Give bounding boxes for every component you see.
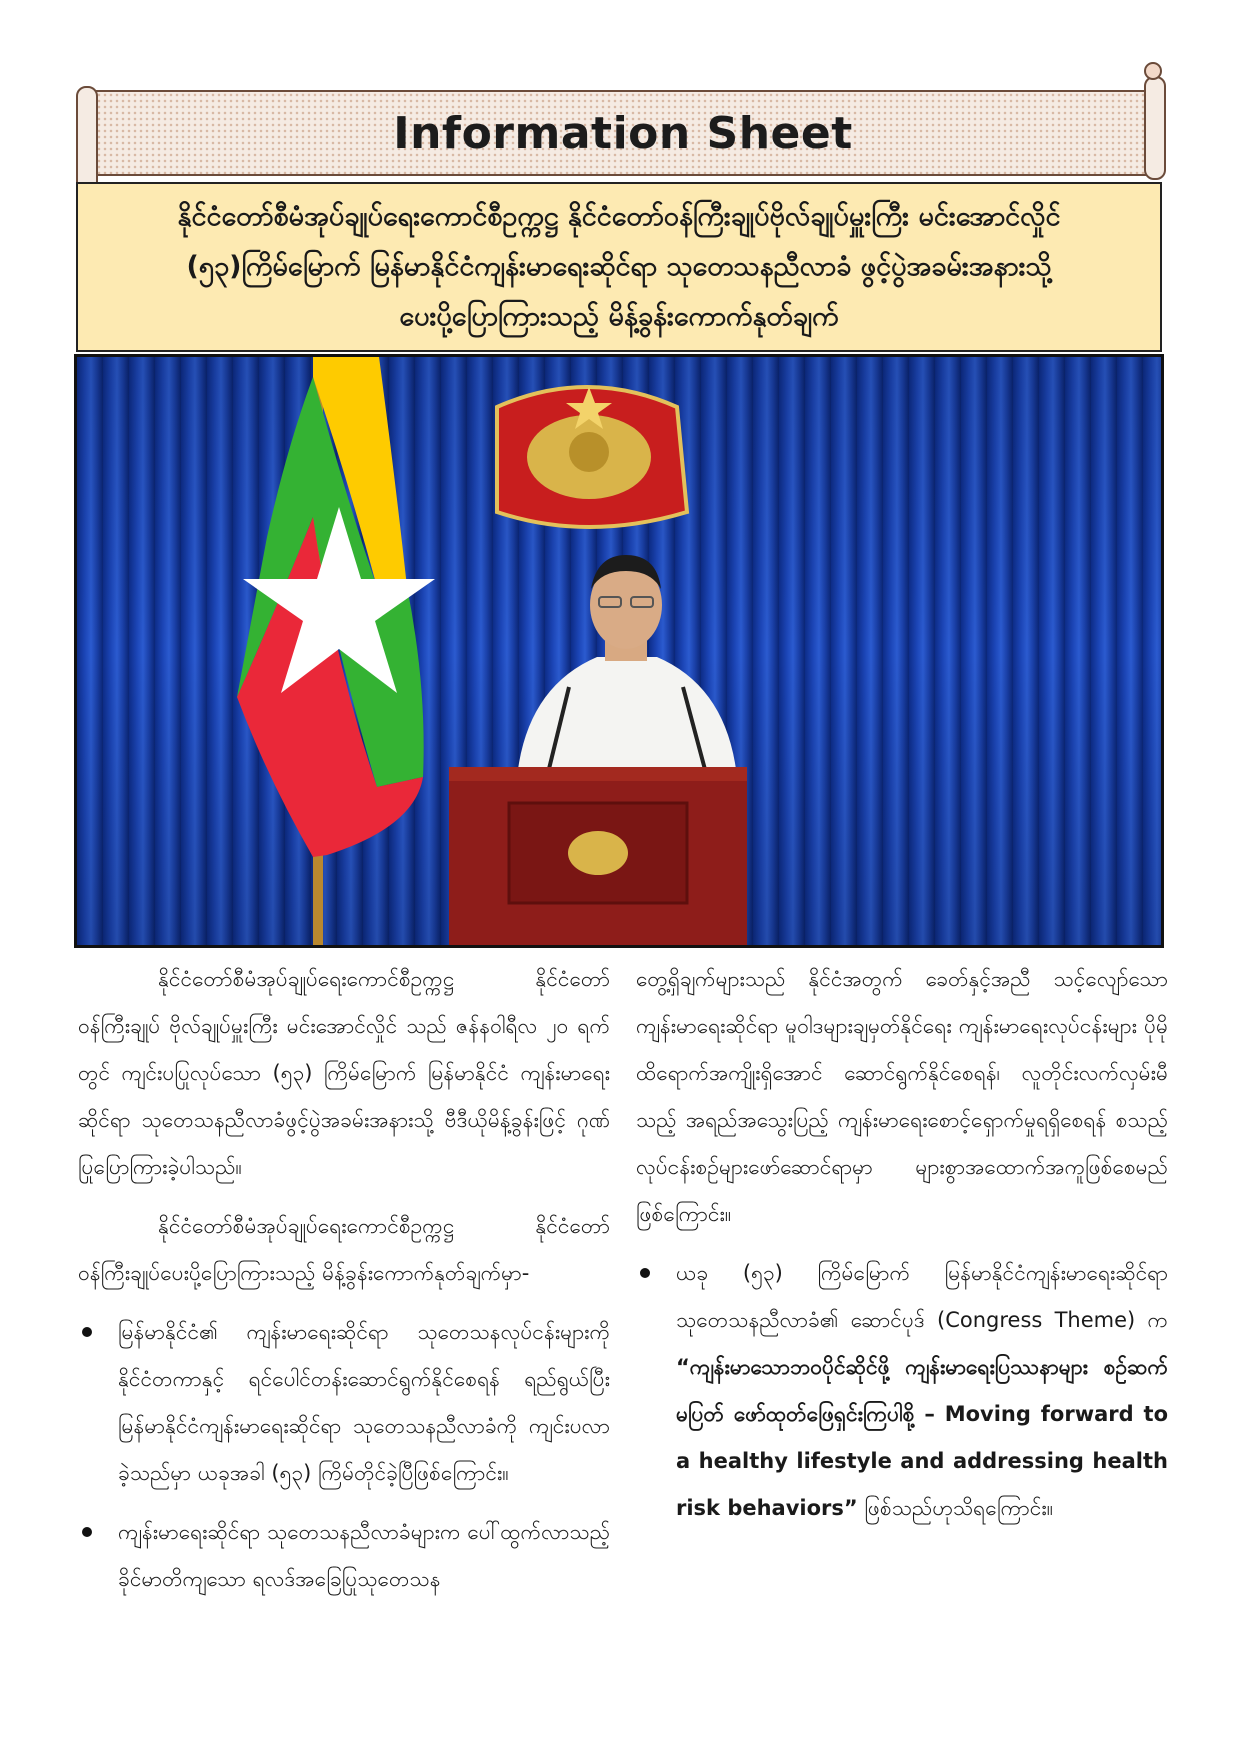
bullet-text-1: မြန်မာနိုင်ငံ၏ ကျန်းမာရေးဆိုင်ရာ သုတေသနလုပ်ငန်းများကို နိုင်ငံတကာနှင့် ရင်ပေါင်တန်းဆောင်ရွက်နိုင်စေရန် ရည်ရွယ်ပြီး မြန်မာနိုင်ငံကျန်းမာရေးဆိုင်ရာ သုတေသနညီလာခံကို ကျင်းပလာခဲ့သည်မှာ ယခုအခါ (၅၃) ကြိမ်တိုင်ခဲ့ပြီဖြစ်ကြောင်း။ (118, 1320, 610, 1485)
bullet-2-continuation: တွေ့ရှိချက်များသည် နိုင်ငံအတွက် ခေတ်နှင့်အညီ သင့်လျော်သော ကျန်းမာရေးဆိုင်ရာ မူဝါဒများချမှတ်နိုင်ရေး ကျန်းမာရေးလုပ်ငန်းများ ပိုမိုထိရောက်အကျိုးရှိအောင် ဆောင်ရွက်နိုင်စေရန်၊ လူတိုင်းလက်လှမ်းမီသည့် အရည်အသွေးပြည့် ကျန်းမာရေးစောင့်ရှောက်မှုရရှိစေရန် စသည့်လုပ်ငန်းစဉ်များဖော်ဆောင်ရာမှာ များစွာအထောက်အကူဖြစ်စေမည်ဖြစ်ကြောင်း။ (636, 967, 1168, 1226)
podium-emblem-icon (568, 831, 628, 875)
bullet-text-3-start: ယခု (၅၃) ကြိမ်မြောက် မြန်မာနိုင်ငံကျန်းမာရေးဆိုင်ရာ သုတေသနညီလာခံ၏ ဆောင်ပုဒ် (Congress Theme) က (676, 1261, 1168, 1332)
bullet-icon (82, 1327, 92, 1337)
headline-line-3: ပေးပို့ပြောကြားသည့် မိန့်ခွန်းကောက်နုတ်ချက် (399, 301, 839, 332)
bullet-text-2: ကျန်းမာရေးဆိုင်ရာ သုတေသနညီလာခံများက ပေါ်ထွက်လာသည့် ခိုင်မာတိကျသော ရလဒ်အခြေပြုသုတေသန (118, 1520, 610, 1591)
bullet-icon (82, 1527, 92, 1537)
left-column (78, 956, 610, 1615)
list-item (78, 1309, 610, 1497)
list-item (636, 1250, 1168, 1532)
headline-line-2: (၅၃)ကြိမ်မြောက် မြန်မာနိုင်ငံကျန်းမာရေးဆိုင်ရာ သုတေသနညီလာခံ ဖွင့်ပွဲအခမ်းအနားသို့ (186, 251, 1052, 282)
right-column (636, 956, 1168, 1544)
scroll-banner-body (90, 90, 1156, 176)
headline-line-1: နိုင်ငံတော်စီမံအုပ်ချုပ်ရေးကောင်စီဥက္ကဋ္ဌ နိုင်ငံတော်ဝန်ကြီးချုပ်ဗိုလ်ချုပ်မှူးကြီး မင်းအောင်လှိုင် (177, 201, 1061, 232)
intro-paragraph: နိုင်ငံတော်စီမံအုပ်ချုပ်ရေးကောင်စီဥက္ကဋ္ဌ နိုင်ငံတော်ဝန်ကြီးချုပ် ဗိုလ်ချုပ်မှူးကြီး မင်းအောင်လှိုင် သည် ဇန်နဝါရီလ ၂၀ ရက်တွင် ကျင်းပပြုလုပ်သော (၅၃) ကြိမ်မြောက် မြန်မာနိုင်ငံ ကျန်းမာရေးဆိုင်ရာ သုတေသနညီလာခံဖွင့်ပွဲအခမ်းအနားသို့ ဗီဒီယိုမိန့်ခွန်းဖြင့် ဂုဏ်ပြုပြောကြားခဲ့ပါသည်။ (78, 967, 610, 1179)
scroll-knob-icon (1144, 62, 1162, 80)
headline-box (76, 182, 1162, 352)
page-title: Information Sheet (393, 108, 853, 159)
state-emblem-icon (497, 387, 687, 527)
bullet-text-3-end: ဖြစ်သည်ဟုသိရကြောင်း။ (857, 1496, 1054, 1520)
podium (449, 767, 747, 945)
bullet-list-right (636, 1250, 1168, 1532)
list-item (78, 1509, 610, 1603)
bullet-icon (640, 1268, 650, 1278)
photo-illustration (77, 357, 1161, 945)
congress-theme: “ကျန်းမာသောဘဝပိုင်ဆိုင်ဖို့ ကျန်းမာရေးပြဿနာများ စဉ်ဆက်မပြတ် ဖော်ထုတ်ဖြေရှင်းကြပါစို့ – Moving forward to a healthy lifestyle and addressing health risk behaviors” (676, 1355, 1168, 1520)
lead-paragraph: နိုင်ငံတော်စီမံအုပ်ချုပ်ရေးကောင်စီဥက္ကဋ္ဌ နိုင်ငံတော်ဝန်ကြီးချုပ်ပေးပို့ပြောကြားသည့် မိန့်ခွန်းကောက်နုတ်ချက်မှာ- (78, 1214, 610, 1285)
scroll-roll-left-icon (76, 86, 98, 192)
bullet-list-left (78, 1309, 610, 1603)
scroll-roll-right-icon (1144, 76, 1166, 180)
speech-photo (74, 354, 1164, 948)
title-banner (76, 86, 1166, 176)
